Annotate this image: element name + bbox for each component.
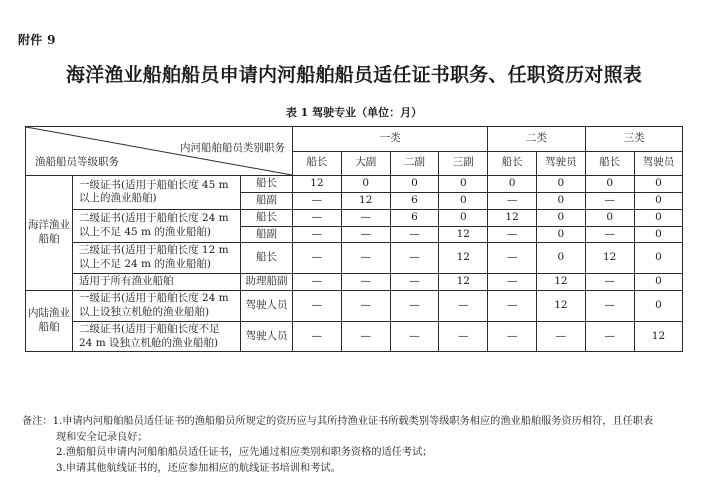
value-cell: — bbox=[293, 192, 342, 209]
grade-cell-marine: 海洋渔业船舶 bbox=[26, 176, 73, 291]
note-number-2: 2. bbox=[56, 447, 66, 458]
position-header-7: 驾驶员 bbox=[634, 151, 683, 176]
comparison-table-container bbox=[25, 126, 683, 352]
post-cell: 船长 bbox=[241, 176, 293, 193]
certificate-cell: 二级证书(适用于船舶长度不足 24 m 设独立机舱的渔业船舶) bbox=[73, 321, 241, 352]
value-cell: 0 bbox=[634, 291, 683, 322]
value-cell: — bbox=[390, 274, 439, 291]
value-cell: — bbox=[341, 321, 390, 352]
header-row-category bbox=[26, 127, 683, 152]
value-cell: — bbox=[341, 291, 390, 322]
note-item-3 bbox=[22, 461, 692, 477]
table-row bbox=[26, 209, 683, 226]
certificate-cell: 三级证书(适用于船舶长度 12 m 以上不足 24 m 的渔业船舶) bbox=[73, 243, 241, 274]
value-cell: — bbox=[585, 226, 634, 243]
value-cell: 12 bbox=[634, 321, 683, 352]
value-cell: — bbox=[293, 209, 342, 226]
value-cell: — bbox=[293, 243, 342, 274]
value-cell: — bbox=[585, 321, 634, 352]
value-cell: — bbox=[585, 192, 634, 209]
value-cell: 0 bbox=[537, 243, 586, 274]
value-cell: 12 bbox=[439, 226, 488, 243]
table-caption: 表 1 驾驶专业（单位：月） bbox=[285, 106, 423, 119]
value-cell: — bbox=[390, 243, 439, 274]
value-cell: 0 bbox=[634, 209, 683, 226]
value-cell: 12 bbox=[341, 192, 390, 209]
position-header-1: 大副 bbox=[341, 151, 390, 176]
value-cell: — bbox=[439, 321, 488, 352]
value-cell: — bbox=[293, 226, 342, 243]
value-cell: — bbox=[341, 209, 390, 226]
comparison-table bbox=[25, 126, 683, 352]
category-header-class-3: 三类 bbox=[585, 127, 683, 152]
value-cell: — bbox=[293, 291, 342, 322]
value-cell: 0 bbox=[390, 176, 439, 193]
value-cell: — bbox=[293, 321, 342, 352]
position-header-2: 二副 bbox=[390, 151, 439, 176]
value-cell: 12 bbox=[439, 274, 488, 291]
value-cell: 6 bbox=[390, 192, 439, 209]
value-cell: — bbox=[488, 226, 537, 243]
corner-upper-label: 内河船舶船员类别职务 bbox=[180, 142, 286, 154]
value-cell: 0 bbox=[537, 192, 586, 209]
value-cell: 0 bbox=[537, 226, 586, 243]
note-item-1 bbox=[22, 414, 692, 430]
category-header-class-2: 二类 bbox=[488, 127, 586, 152]
value-cell: 0 bbox=[439, 176, 488, 193]
value-cell: 0 bbox=[634, 192, 683, 209]
position-header-3: 三副 bbox=[439, 151, 488, 176]
value-cell: 0 bbox=[634, 243, 683, 274]
certificate-cell: 一级证书(适用于船舶长度 45 m 以上的渔业船舶) bbox=[73, 176, 241, 210]
value-cell: — bbox=[488, 291, 537, 322]
value-cell: — bbox=[488, 321, 537, 352]
table-row bbox=[26, 321, 683, 352]
value-cell: 12 bbox=[537, 291, 586, 322]
value-cell: 0 bbox=[439, 192, 488, 209]
post-cell: 船副 bbox=[241, 192, 293, 209]
note-number-3: 3. bbox=[56, 462, 66, 474]
value-cell: 0 bbox=[537, 176, 586, 193]
post-cell: 船长 bbox=[241, 209, 293, 226]
post-cell: 驾驶人员 bbox=[241, 321, 293, 352]
position-header-4: 船长 bbox=[488, 151, 537, 176]
table-header bbox=[26, 127, 683, 176]
attachment-label: 附件 9 bbox=[18, 33, 56, 47]
certificate-cell: 二级证书(适用于船舶长度 24 m 以上不足 45 m 的渔业船舶) bbox=[73, 209, 241, 243]
post-cell: 驾驶人员 bbox=[241, 291, 293, 322]
value-cell: 12 bbox=[488, 209, 537, 226]
post-cell: 助理船副 bbox=[241, 274, 293, 291]
value-cell: — bbox=[537, 321, 586, 352]
certificate-cell: 一级证书(适用于船舶长度 24 m 以上设独立机舱的渔业船舶) bbox=[73, 291, 241, 322]
value-cell: 0 bbox=[634, 226, 683, 243]
table-row bbox=[26, 243, 683, 274]
note-text-2: 渔船船员申请内河船舶船员适任证书，应先通过相应类别和职务资格的适任考试； bbox=[65, 447, 433, 458]
value-cell: — bbox=[341, 274, 390, 291]
value-cell: — bbox=[390, 226, 439, 243]
note-text-3: 申请其他航线证书的，还应参加相应的航线证书培训和考试。 bbox=[65, 462, 341, 474]
value-cell: 0 bbox=[537, 209, 586, 226]
value-cell: 12 bbox=[585, 243, 634, 274]
notes-section bbox=[22, 414, 692, 476]
table-row bbox=[26, 291, 683, 322]
note-text-1-line-1: 申请内河船舶船员适任证书的渔船船员所规定的资历应与其所持渔业证书所载类别等级职务相应的渔业船舶服务资历相符，且任职表 bbox=[62, 416, 654, 427]
note-item-2 bbox=[22, 445, 692, 461]
value-cell: — bbox=[585, 274, 634, 291]
value-cell: — bbox=[390, 321, 439, 352]
value-cell: 0 bbox=[634, 176, 683, 193]
certificate-cell: 适用于所有渔业船舶 bbox=[73, 274, 241, 291]
position-header-6: 船长 bbox=[585, 151, 634, 176]
value-cell: — bbox=[439, 291, 488, 322]
value-cell: 12 bbox=[537, 274, 586, 291]
category-header-class-1: 一类 bbox=[293, 127, 488, 152]
notes-label: 备注： bbox=[22, 416, 53, 427]
value-cell: 0 bbox=[488, 176, 537, 193]
value-cell: — bbox=[488, 192, 537, 209]
value-cell: 0 bbox=[585, 209, 634, 226]
note-text-1-line-2: 现和安全记录良好； bbox=[56, 431, 148, 443]
table-body bbox=[26, 176, 683, 352]
post-cell: 船长 bbox=[241, 243, 293, 274]
grade-cell-inland: 内陆渔业船舶 bbox=[26, 291, 73, 352]
corner-header-cell bbox=[26, 127, 293, 176]
position-header-5: 驾驶员 bbox=[537, 151, 586, 176]
post-cell: 船副 bbox=[241, 226, 293, 243]
value-cell: — bbox=[293, 274, 342, 291]
position-header-0: 船长 bbox=[293, 151, 342, 176]
value-cell: — bbox=[341, 226, 390, 243]
table-row bbox=[26, 274, 683, 291]
value-cell: 0 bbox=[439, 209, 488, 226]
corner-lower-label: 渔船船员等级职务 bbox=[35, 156, 119, 169]
value-cell: 6 bbox=[390, 209, 439, 226]
value-cell: — bbox=[488, 243, 537, 274]
note-number-1: 1. bbox=[52, 416, 63, 427]
value-cell: 12 bbox=[439, 243, 488, 274]
value-cell: 0 bbox=[585, 176, 634, 193]
table-row bbox=[26, 176, 683, 193]
value-cell: — bbox=[390, 291, 439, 322]
value-cell: 0 bbox=[634, 274, 683, 291]
value-cell: — bbox=[341, 243, 390, 274]
page-title: 海洋渔业船舶船员申请内河船舶船员适任证书职务、任职资历对照表 bbox=[65, 64, 642, 86]
value-cell: 0 bbox=[341, 176, 390, 193]
value-cell: — bbox=[488, 274, 537, 291]
value-cell: — bbox=[585, 291, 634, 322]
value-cell: 12 bbox=[293, 176, 342, 193]
